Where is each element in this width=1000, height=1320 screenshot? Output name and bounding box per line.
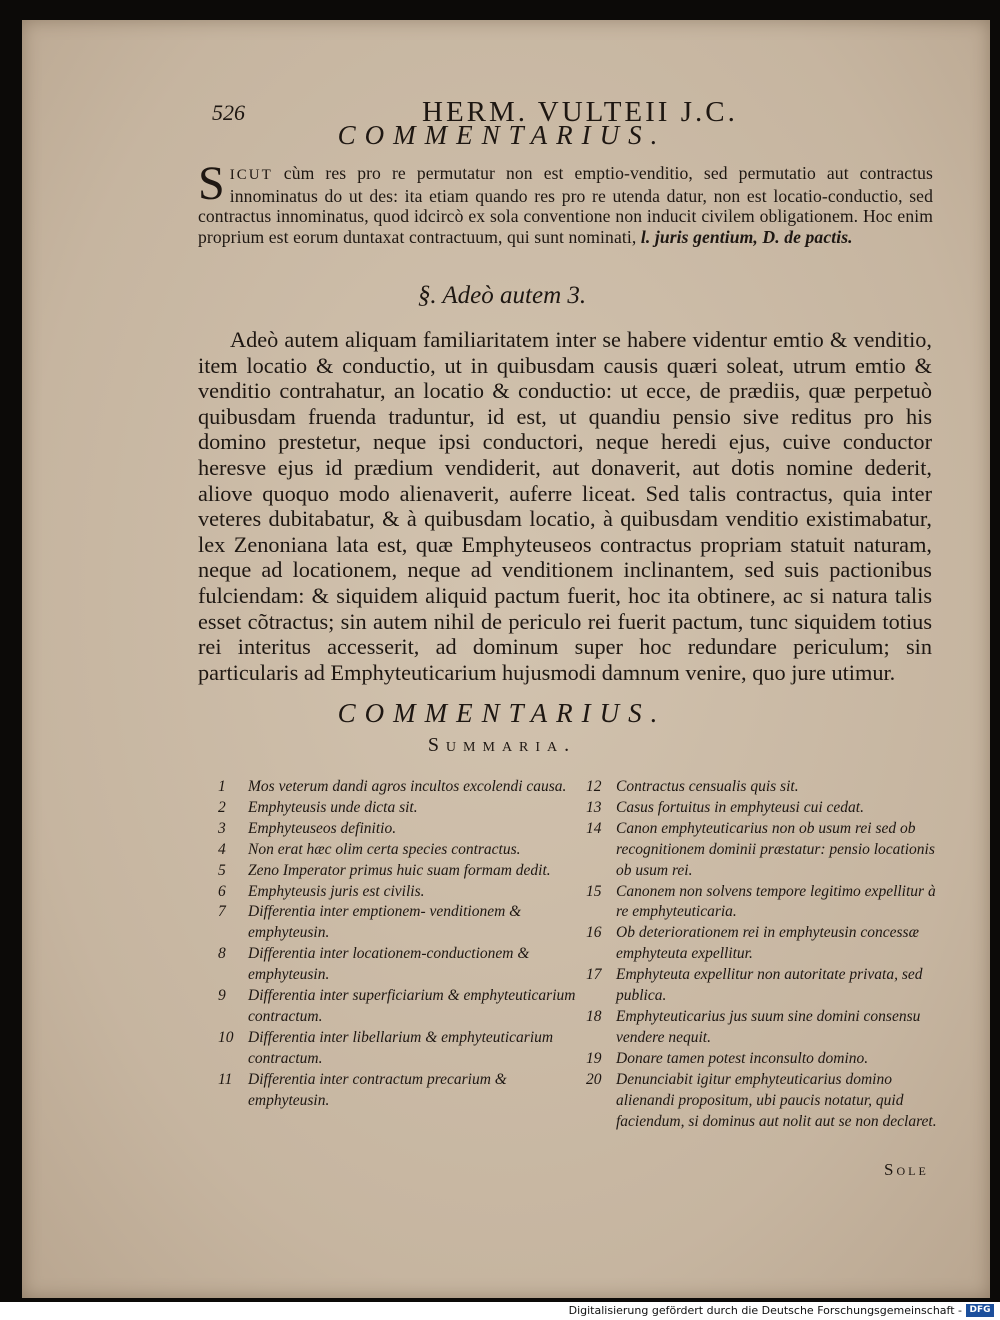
summaria-item-number: 13 [586, 798, 602, 816]
summaria-item-number: 17 [586, 966, 602, 984]
summaria-item [218, 840, 578, 861]
summaria-left-column [218, 777, 578, 1112]
commentarius-heading-2: COMMENTARIUS. [337, 698, 667, 728]
summaria-item-text: Denunciabit igitur emphyteuticarius domino alienandi propositum, ubi paucis notatur, quid faciendum, si dominus aut nolit aut se non declaret. [616, 1070, 937, 1130]
summaria-item [218, 882, 578, 903]
summaria-item [218, 902, 578, 944]
summaria-item [218, 944, 578, 986]
summaria-item [218, 798, 578, 819]
summaria-item-number: 5 [218, 861, 226, 879]
summaria-item-number: 9 [218, 987, 226, 1005]
summaria-item-number: 7 [218, 903, 226, 921]
summaria-item [218, 861, 578, 882]
page-number: 526 [212, 100, 245, 125]
summaria-item [218, 986, 578, 1028]
summaria-item-text: Differentia inter libellarium & emphyteuticarium contractum. [248, 1028, 554, 1067]
summaria-item-text: Canon emphyteuticarius non ob usum rei sed ob recognitionem dominii præstatur: pensio locationis ob usum rei. [616, 819, 935, 879]
summaria-item [218, 1070, 578, 1112]
drop-cap: S [198, 157, 225, 210]
summaria-item-number: 14 [586, 819, 602, 837]
summaria-item-text: Differentia inter superficiarium & emphyteuticarium contractum. [248, 987, 576, 1025]
summaria-item [586, 923, 946, 965]
summaria-item-text: Emphyteuticarius jus suum sine domini consensu vendere nequit. [616, 1007, 921, 1046]
summaria-item-text: Differentia inter contractum precarium & emphyteusin. [248, 1070, 507, 1109]
summaria-item-number: 8 [218, 945, 226, 963]
summaria-item [586, 965, 946, 1007]
summaria-item-text: Contractus censualis quis sit. [616, 778, 799, 795]
summaria-item-text: Zeno Imperator primus huic suam formam dedit. [248, 861, 551, 879]
page-header [22, 78, 990, 128]
footer-credit: Digitalisierung gefördert durch die Deutsche Forschungsgemeinschaft - [568, 1304, 962, 1317]
summaria-item-number: 6 [218, 882, 226, 900]
summaria-item-number: 12 [586, 778, 602, 795]
summaria-item-number: 1 [218, 778, 226, 795]
summaria-title: Summaria. [427, 734, 577, 756]
summaria-item [218, 777, 578, 798]
section-body-text: Adeò autem aliquam familiaritatem inter se habere videntur emtio & venditio, item locatio & conductio, ut in quibusdam causis quæri soleat, utrum emtio & venditio contrahatur, an locatio & conductio: ut ecce, de prædiis, quæ perpetuò quibusdam fruenda traduntur, id est, ut quandiu pensio sive reditus pro his domino prestetur, neque ipsi conductori, neque heredi ejus, cuive conductor heresve ejus id prædium vendiderit, aut donaverit, aut dotis nomine dederit, aliove quoquo modo alienaverit, auferre liceat. Sed talis contractus, quia inter veteres dubitabatur, & à quibusdam locatio, à quibusdam venditio existimabatur, lex Zenoniana lata est, quæ Emphyteuseos contractus propriam statuit naturam, neque ad locationem, neque ad venditionem inclinantem, sed suis pactionibus fulciendam: & siquidem aliquid pactum fuerit, hoc ita obtinere, ac si natura talis esset cõtractus; sin autem nihil de periculo rei fuerit pactum, tunc siquidem totius rei interitus accesserit, ad dominum super hoc redundare periculum; sin particularis ad Emphyteuticarium hujusmodi damnum venire, quo jure utimur. [198, 327, 932, 685]
footer-bar [0, 1302, 1000, 1320]
summaria-item-text: Ob deteriorationem rei in emphyteusin concessæ emphyteuta expellitur. [616, 924, 919, 963]
summaria-item-text: Canonem non solvens tempore legitimo expellitur à re emphyteuticaria. [616, 882, 936, 921]
summaria-item [586, 819, 946, 882]
summaria-item-text: Donare tamen potest inconsulto domino. [616, 1049, 869, 1067]
catchword: Sole [884, 1160, 929, 1179]
summaria-item-number: 3 [218, 819, 226, 837]
summaria-item [586, 1049, 946, 1070]
dfg-logo: DFG [966, 1304, 994, 1317]
commentarius-heading-1: COMMENTARIUS. [337, 120, 667, 150]
summaria-item-text: Mos veterum dandi agros incultos excolendi causa. [248, 778, 567, 795]
commentarius-paragraph-1 [198, 157, 933, 247]
summaria-item-text: Non erat hæc olim certa species contractus. [248, 840, 521, 858]
summaria-item [586, 1007, 946, 1049]
section-body [198, 327, 932, 685]
summaria-item-number: 18 [586, 1007, 602, 1025]
summaria-item-text: Emphyteusis juris est civilis. [248, 882, 425, 900]
legal-citation: l. juris gentium, D. de pactis. [640, 226, 853, 247]
summaria-item-number: 11 [218, 1070, 233, 1088]
summaria-item [586, 882, 946, 924]
summaria-item-text: Casus fortuitus in emphyteusi cui cedat. [616, 798, 864, 816]
summaria-item [218, 1028, 578, 1070]
summaria-item [586, 1070, 946, 1133]
summaria-item-text: Differentia inter locationem-conductionem & emphyteusin. [248, 945, 530, 984]
summaria-item [586, 777, 946, 798]
summaria-item-number: 20 [586, 1070, 602, 1088]
summaria-item-number: 19 [586, 1049, 602, 1067]
summaria-item [586, 798, 946, 819]
summaria-item-number: 2 [218, 798, 226, 816]
summaria-item-text: Emphyteuseos definitio. [248, 819, 397, 837]
running-title: HERM. VULTEII J.C. [422, 96, 738, 128]
summaria-right-column [586, 777, 946, 1132]
summaria-item [218, 819, 578, 840]
opening-smallcaps: ICUT [229, 167, 273, 183]
commentarius-text-1: cùm res pro re permutatur non est emptio-venditio, sed permutatio aut contractus innominatus do ut des: ita etiam quando res pro re utenda datur, non est locatio-conductio, sed contractus innominatus, quod idcircò ex sola conventione non inducit civilem obligationem. Hoc enim proprium est eorum duntaxat contractuum, qui sunt nominati, [198, 163, 933, 247]
summaria-item-text: Differentia inter emptionem- venditionem & emphyteusin. [248, 903, 522, 942]
summaria-item-number: 16 [586, 924, 602, 942]
summaria-item-text: Emphyteusis unde dicta sit. [248, 798, 418, 816]
summaria-item-number: 15 [586, 882, 602, 900]
summaria-item-number: 10 [218, 1028, 234, 1046]
summaria-item-number: 4 [218, 840, 226, 858]
book-page [22, 20, 990, 1298]
summaria-item-text: Emphyteuta expellitur non autoritate privata, sed publica. [616, 966, 923, 1005]
section-heading: §. Adeò autem 3. [417, 282, 587, 309]
